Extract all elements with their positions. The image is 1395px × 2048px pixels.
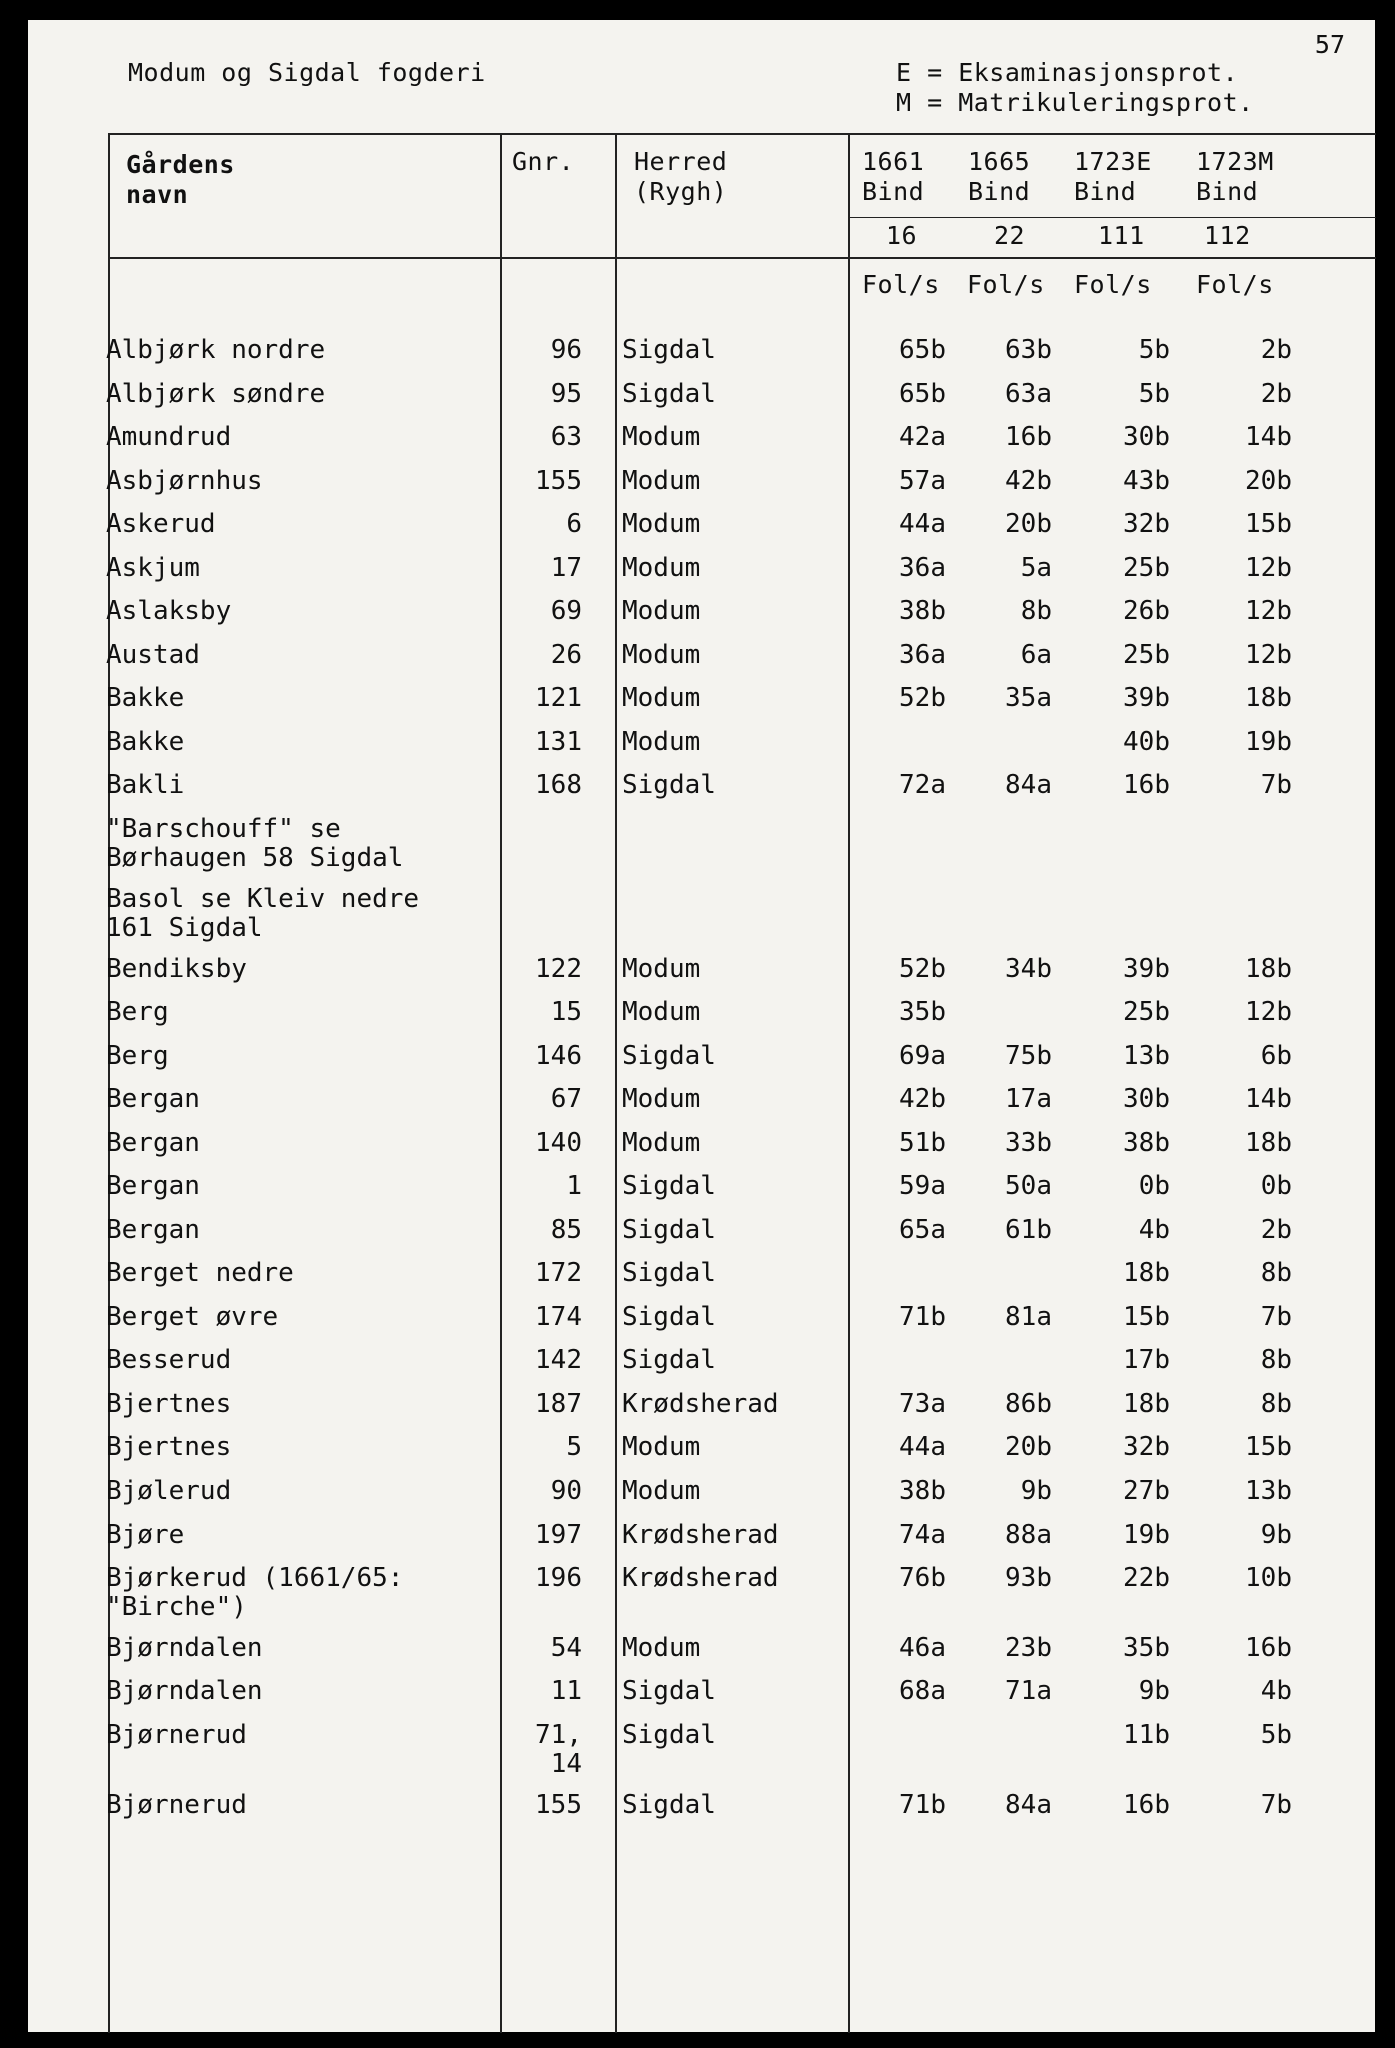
fols-col3: Fol/s: [1074, 270, 1152, 299]
cell-b111: 40b: [1123, 727, 1170, 757]
cell-b112: 2b: [1260, 379, 1292, 409]
header-herred-line1: Herred: [634, 147, 728, 176]
cell-name: Bjørkerud (1661/65: "Birche"): [106, 1563, 404, 1622]
cell-gnr: 71, 14: [535, 1720, 582, 1779]
cell-b111: 35b: [1123, 1633, 1170, 1663]
cell-b111: 27b: [1123, 1476, 1170, 1506]
cell-b22: 20b: [1005, 1432, 1052, 1462]
cell-herred: Modum: [622, 596, 701, 626]
cell-b16: 38b: [899, 596, 946, 626]
cell-b112: 8b: [1260, 1258, 1292, 1288]
fols-col2: Fol/s: [967, 270, 1045, 299]
cell-b112: 16b: [1245, 1633, 1292, 1663]
cell-name: Aslaksby: [106, 596, 232, 626]
cell-b112: 7b: [1260, 1302, 1292, 1332]
cell-name: Amundrud: [106, 422, 232, 452]
cell-herred: Sigdal: [622, 1720, 716, 1750]
cell-name: Bjølerud: [106, 1476, 232, 1506]
cell-name: Bergan: [106, 1128, 200, 1158]
cell-b22: 88a: [1005, 1520, 1052, 1550]
cell-b16: 73a: [899, 1389, 946, 1419]
cell-b111: 11b: [1123, 1720, 1170, 1750]
cell-herred: Modum: [622, 509, 701, 539]
cell-name: Askjum: [106, 553, 200, 583]
cell-b22: 75b: [1005, 1041, 1052, 1071]
cell-name: "Barschouff" se Børhaugen 58 Sigdal: [106, 814, 404, 873]
cell-b16: 68a: [899, 1676, 946, 1706]
cell-herred: Sigdal: [622, 1676, 716, 1706]
header-col4-bind-label: Bind: [1196, 177, 1259, 206]
cell-b111: 16b: [1123, 1790, 1170, 1820]
cell-b16: 59a: [899, 1171, 946, 1201]
cell-b112: 2b: [1260, 1215, 1292, 1245]
cell-b16: 46a: [899, 1633, 946, 1663]
cell-b112: 12b: [1245, 640, 1292, 670]
cell-b111: 25b: [1123, 640, 1170, 670]
cell-b112: 18b: [1245, 683, 1292, 713]
cell-b22: 35a: [1005, 683, 1052, 713]
cell-b112: 7b: [1260, 1790, 1292, 1820]
cell-b16: 69a: [899, 1041, 946, 1071]
header-col4-year: 1723M: [1196, 147, 1274, 176]
cell-gnr: 131: [535, 727, 582, 757]
cell-herred: Modum: [622, 466, 701, 496]
cell-b16: 42a: [899, 422, 946, 452]
cell-b111: 18b: [1123, 1258, 1170, 1288]
cell-gnr: 11: [550, 1676, 582, 1706]
cell-gnr: 196: [535, 1563, 582, 1593]
cell-name: Bjørnerud: [106, 1790, 247, 1820]
cell-b112: 14b: [1245, 1084, 1292, 1114]
cell-herred: Modum: [622, 727, 701, 757]
cell-name: Askerud: [106, 509, 216, 539]
header-col2-year: 1665: [968, 147, 1031, 176]
cell-b16: 65b: [899, 335, 946, 365]
cell-b16: 36a: [899, 640, 946, 670]
header-col1-bind-label: Bind: [862, 177, 925, 206]
cell-name: Bergan: [106, 1171, 200, 1201]
cell-b16: 57a: [899, 466, 946, 496]
cell-gnr: 95: [550, 379, 582, 409]
header-col1-year: 1661: [862, 147, 925, 176]
cell-name: Albjørk søndre: [106, 379, 326, 409]
header-col1: [862, 147, 952, 251]
header-col2-bind: 22: [994, 221, 1026, 250]
header-name-line2: navn: [126, 180, 189, 209]
cell-b22: 84a: [1005, 1790, 1052, 1820]
table-top-rule: [108, 133, 1376, 135]
cell-b22: 71a: [1005, 1676, 1052, 1706]
cell-gnr: 174: [535, 1302, 582, 1332]
cell-herred: Sigdal: [622, 1215, 716, 1245]
cell-name: Bakli: [106, 770, 185, 800]
cell-name: Bergan: [106, 1084, 200, 1114]
cell-b112: 2b: [1260, 335, 1292, 365]
cell-b111: 38b: [1123, 1128, 1170, 1158]
cell-b111: 26b: [1123, 596, 1170, 626]
cell-herred: Krødsherad: [622, 1563, 779, 1593]
cell-b111: 16b: [1123, 770, 1170, 800]
header-gnr: [512, 147, 574, 177]
cell-gnr: 140: [535, 1128, 582, 1158]
cell-herred: Modum: [622, 640, 701, 670]
cell-name: Berget øvre: [106, 1302, 279, 1332]
cell-b112: 14b: [1245, 422, 1292, 452]
cell-b112: 9b: [1260, 1520, 1292, 1550]
cell-gnr: 168: [535, 770, 582, 800]
cell-b16: 42b: [899, 1084, 946, 1114]
cell-b22: 63a: [1005, 379, 1052, 409]
header-col4: [1196, 147, 1296, 251]
cell-name: Berget nedre: [106, 1258, 294, 1288]
legend: [896, 58, 1254, 118]
cell-b111: 30b: [1123, 1084, 1170, 1114]
cell-name: Austad: [106, 640, 200, 670]
cell-b111: 9b: [1138, 1676, 1170, 1706]
cell-gnr: 15: [550, 997, 582, 1027]
cell-gnr: 187: [535, 1389, 582, 1419]
cell-b111: 5b: [1138, 335, 1170, 365]
cell-name: Berg: [106, 1041, 169, 1071]
header-col3-bind: 111: [1098, 221, 1145, 250]
header-name-line1: Gårdens: [126, 150, 235, 179]
cell-name: Bjørndalen: [106, 1633, 263, 1663]
fols-col4: Fol/s: [1196, 270, 1274, 299]
cell-gnr: 5: [566, 1432, 582, 1462]
cell-b111: 30b: [1123, 422, 1170, 452]
header-col4-bind: 112: [1204, 221, 1251, 250]
cell-name: Bergan: [106, 1215, 200, 1245]
cell-b16: 38b: [899, 1476, 946, 1506]
cell-b22: 34b: [1005, 954, 1052, 984]
cell-b16: 36a: [899, 553, 946, 583]
cell-name: Bjørndalen: [106, 1676, 263, 1706]
cell-gnr: 121: [535, 683, 582, 713]
header-col3-bind-label: Bind: [1074, 177, 1137, 206]
header-col2: [968, 147, 1058, 251]
cell-b16: 44a: [899, 509, 946, 539]
cell-b111: 32b: [1123, 509, 1170, 539]
cell-b111: 25b: [1123, 997, 1170, 1027]
cell-b112: 13b: [1245, 1476, 1292, 1506]
cell-gnr: 17: [550, 553, 582, 583]
cell-b112: 0b: [1260, 1171, 1292, 1201]
cell-gnr: 96: [550, 335, 582, 365]
cell-b112: 8b: [1260, 1389, 1292, 1419]
cell-b111: 5b: [1138, 379, 1170, 409]
cell-b22: 50a: [1005, 1171, 1052, 1201]
cell-b112: 4b: [1260, 1676, 1292, 1706]
cell-herred: Modum: [622, 997, 701, 1027]
cell-b111: 43b: [1123, 466, 1170, 496]
cell-gnr: 142: [535, 1345, 582, 1375]
cell-herred: Krødsherad: [622, 1520, 779, 1550]
cell-name: Albjørk nordre: [106, 335, 326, 365]
cell-name: Basol se Kleiv nedre 161 Sigdal: [106, 884, 420, 943]
cell-gnr: 155: [535, 466, 582, 496]
cell-b22: 16b: [1005, 422, 1052, 452]
header-col2-bind-label: Bind: [968, 177, 1031, 206]
cell-b22: 9b: [1020, 1476, 1052, 1506]
page-number: 57: [1314, 30, 1345, 59]
cell-herred: Sigdal: [622, 1041, 716, 1071]
cell-b112: 10b: [1245, 1563, 1292, 1593]
cell-name: Berg: [106, 997, 169, 1027]
cell-b112: 12b: [1245, 596, 1292, 626]
legend-line-m: M = Matrikuleringsprot.: [896, 88, 1254, 117]
cell-b22: 33b: [1005, 1128, 1052, 1158]
cell-b111: 18b: [1123, 1389, 1170, 1419]
cell-herred: Modum: [622, 1432, 701, 1462]
cell-b16: 65a: [899, 1215, 946, 1245]
cell-b111: 39b: [1123, 954, 1170, 984]
cell-b112: 18b: [1245, 1128, 1292, 1158]
cell-b16: 76b: [899, 1563, 946, 1593]
cell-gnr: 63: [550, 422, 582, 452]
cell-herred: Modum: [622, 422, 701, 452]
cell-b16: 71b: [899, 1790, 946, 1820]
header-herred: [634, 147, 727, 207]
cell-name: Bakke: [106, 727, 185, 757]
cell-b112: 5b: [1260, 1720, 1292, 1750]
header-name: [126, 150, 235, 210]
page-title: Modum og Sigdal fogderi: [128, 58, 486, 87]
cell-gnr: 6: [566, 509, 582, 539]
cell-b111: 39b: [1123, 683, 1170, 713]
cell-b16: 65b: [899, 379, 946, 409]
cell-b16: 35b: [899, 997, 946, 1027]
cell-b16: 52b: [899, 683, 946, 713]
cell-b111: 25b: [1123, 553, 1170, 583]
header-col1-bind: 16: [886, 221, 918, 250]
cell-b22: 20b: [1005, 509, 1052, 539]
cell-b112: 15b: [1245, 509, 1292, 539]
cell-name: Bendiksby: [106, 954, 247, 984]
cell-herred: Sigdal: [622, 1171, 716, 1201]
cell-herred: Modum: [622, 683, 701, 713]
cell-gnr: 197: [535, 1520, 582, 1550]
cell-b16: 74a: [899, 1520, 946, 1550]
cell-b112: 15b: [1245, 1432, 1292, 1462]
cell-gnr: 90: [550, 1476, 582, 1506]
cell-gnr: 146: [535, 1041, 582, 1071]
cell-b112: 19b: [1245, 727, 1292, 757]
cell-b22: 84a: [1005, 770, 1052, 800]
cell-gnr: 122: [535, 954, 582, 984]
cell-b16: 51b: [899, 1128, 946, 1158]
cell-b111: 13b: [1123, 1041, 1170, 1071]
cell-b112: 12b: [1245, 553, 1292, 583]
cell-b111: 15b: [1123, 1302, 1170, 1332]
cell-b22: 17a: [1005, 1084, 1052, 1114]
cell-b16: 72a: [899, 770, 946, 800]
cell-b111: 17b: [1123, 1345, 1170, 1375]
cell-herred: Modum: [622, 1476, 701, 1506]
cell-herred: Krødsherad: [622, 1389, 779, 1419]
cell-name: Asbjørnhus: [106, 466, 263, 496]
cell-name: Bakke: [106, 683, 185, 713]
cell-gnr: 1: [566, 1171, 582, 1201]
cell-b22: 42b: [1005, 466, 1052, 496]
cell-b16: 52b: [899, 954, 946, 984]
cell-b112: 12b: [1245, 997, 1292, 1027]
cell-herred: Modum: [622, 954, 701, 984]
table-bind-rule: [848, 133, 850, 2033]
cell-herred: Sigdal: [622, 1345, 716, 1375]
cell-b112: 6b: [1260, 1041, 1292, 1071]
cell-b16: 44a: [899, 1432, 946, 1462]
cell-herred: Sigdal: [622, 770, 716, 800]
cell-b22: 5a: [1020, 553, 1052, 583]
header-col3: [1074, 147, 1174, 251]
cell-gnr: 155: [535, 1790, 582, 1820]
cell-b16: 71b: [899, 1302, 946, 1332]
cell-b22: 61b: [1005, 1215, 1052, 1245]
cell-herred: Sigdal: [622, 1258, 716, 1288]
cell-b22: 8b: [1020, 596, 1052, 626]
cell-herred: Modum: [622, 553, 701, 583]
cell-b112: 8b: [1260, 1345, 1292, 1375]
cell-b22: 6a: [1020, 640, 1052, 670]
cell-herred: Sigdal: [622, 379, 716, 409]
cell-herred: Sigdal: [622, 1302, 716, 1332]
cell-herred: Modum: [622, 1128, 701, 1158]
cell-b111: 32b: [1123, 1432, 1170, 1462]
cell-b22: 93b: [1005, 1563, 1052, 1593]
cell-name: Besserud: [106, 1345, 232, 1375]
cell-gnr: 67: [550, 1084, 582, 1114]
cell-b22: 23b: [1005, 1633, 1052, 1663]
header-gnr-label: Gnr.: [512, 147, 575, 176]
legend-line-e: E = Eksaminasjonsprot.: [896, 58, 1239, 87]
fols-col1: Fol/s: [862, 270, 940, 299]
cell-b112: 7b: [1260, 770, 1292, 800]
cell-b111: 19b: [1123, 1520, 1170, 1550]
table-header-rule: [108, 257, 1376, 259]
cell-b22: 81a: [1005, 1302, 1052, 1332]
cell-gnr: 26: [550, 640, 582, 670]
cell-herred: Modum: [622, 1633, 701, 1663]
cell-gnr: 85: [550, 1215, 582, 1245]
cell-herred: Modum: [622, 1084, 701, 1114]
table-herred-rule: [615, 133, 617, 2033]
cell-herred: Sigdal: [622, 335, 716, 365]
cell-name: Bjertnes: [106, 1432, 232, 1462]
cell-b112: 20b: [1245, 466, 1292, 496]
cell-b111: 0b: [1138, 1171, 1170, 1201]
cell-b111: 4b: [1138, 1215, 1170, 1245]
cell-b22: 86b: [1005, 1389, 1052, 1419]
cell-name: Bjørnerud: [106, 1720, 247, 1750]
cell-b112: 18b: [1245, 954, 1292, 984]
cell-name: Bjertnes: [106, 1389, 232, 1419]
cell-gnr: 69: [550, 596, 582, 626]
cell-gnr: 54: [550, 1633, 582, 1663]
cell-herred: Sigdal: [622, 1790, 716, 1820]
cell-b22: 63b: [1005, 335, 1052, 365]
cell-name: Bjøre: [106, 1520, 185, 1550]
header-col3-year: 1723E: [1074, 147, 1152, 176]
cell-gnr: 172: [535, 1258, 582, 1288]
header-herred-line2: (Rygh): [634, 177, 728, 206]
cell-b111: 22b: [1123, 1563, 1170, 1593]
